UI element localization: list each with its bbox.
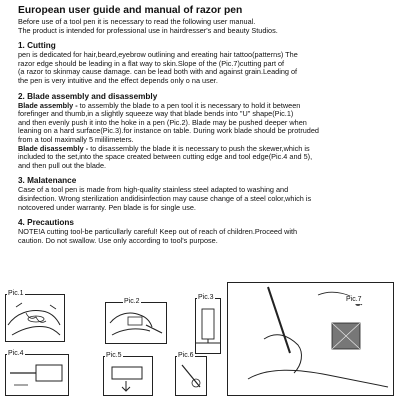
section-heading-maintenance: 3. Malatenance — [18, 176, 77, 186]
figure-pic6 — [175, 356, 207, 396]
figure-panel — [5, 278, 395, 398]
figure-label-pic1: Pic.1 — [8, 290, 24, 297]
body-line: caution. Do not swallow. Use only according to tool's purpose. — [18, 235, 218, 245]
body-line: leaning on a hard surface(Pic.3).for instance on table. During work blade should be protruded — [18, 126, 319, 136]
figure-label-pic7: Pic.7 — [346, 296, 362, 303]
pen-tip-detail-illustration — [176, 357, 206, 395]
body-line: from a tool maximally 5 mililimeters. — [18, 134, 134, 144]
body-line: forefinger and thumb,in a slightly squeeze way that blade bends into "U" shape(Pic.1) — [18, 109, 294, 119]
section-body-maintenance — [18, 186, 390, 212]
body-text: to disassembly the blade it is necessary to push the skewer,which is — [88, 143, 310, 153]
pushing-blade-into-pen-illustration — [106, 303, 166, 343]
figure-pic1 — [5, 294, 65, 342]
body-line: included to the set,into the space created between cutting edge and tool edge(Pic.4 and 5), — [18, 152, 313, 162]
intro-line: The product is intended for professional use in hairdresser's and beauty Studios. — [18, 25, 278, 35]
intro-line: Before use of a tool pen it is necessary to read the following user manual. — [18, 17, 256, 26]
body-line: and then pull out the blade. — [18, 160, 107, 170]
figure-label-pic5: Pic.5 — [106, 352, 122, 359]
body-line: notcovered under warranty. Pen blade is for single use. — [18, 202, 196, 212]
body-text: to assembly the blade to a pen tool it is necessary to hold it between — [77, 100, 301, 110]
section-body-precautions — [18, 228, 390, 245]
figure-pic5 — [103, 356, 153, 396]
body-line: disinfection. Wrong sterilization andidisinfection may cause change of a steel color,which is — [18, 193, 312, 203]
figure-pic3 — [195, 298, 221, 354]
body-line: and then evenly push it into the hoke in a pen (Pic.2). Blade may be pushed deeper when — [18, 117, 307, 127]
blade-disassembly-lead: Blade disassembly - — [18, 143, 89, 153]
section-body-cutting — [18, 51, 390, 85]
blade-pressed-on-table-illustration — [196, 299, 220, 353]
figure-label-pic3: Pic.3 — [198, 294, 214, 301]
body-line: NOTE!A cutting tool-be particullarly careful! Keep out of reach of children.Proceed with — [18, 227, 298, 237]
hand-squeezing-blade-illustration — [6, 295, 64, 341]
manual-page — [18, 5, 390, 245]
figure-label-pic6: Pic.6 — [178, 352, 194, 359]
blade-pull-out-illustration — [104, 357, 152, 395]
figure-pic7 — [227, 282, 394, 396]
document-title: European user guide and manual of razor pen — [18, 5, 243, 16]
figure-label-pic4: Pic.4 — [8, 350, 24, 357]
section-heading-cutting: 1. Cutting — [18, 41, 56, 51]
section-heading-precautions: 4. Precautions — [18, 218, 74, 228]
section-body-blade — [18, 102, 390, 171]
body-line: Case of a tool pen is made from high-quality stainless steel adapted to washing and — [18, 185, 289, 195]
blade-assembly-lead: Blade assembly - — [18, 100, 78, 110]
intro-paragraph — [18, 18, 390, 35]
skewer-insert-illustration — [6, 355, 68, 395]
figure-label-pic2: Pic.2 — [124, 298, 140, 305]
body-line: pen is dedicated for hair,beard,eyebrow outlining and ereating hair tattoo(patterns) The — [18, 50, 298, 60]
body-line: (a razor to skinmay cause damage. can be lead both with and against grain.Leading of — [18, 67, 298, 77]
pen-cutting-on-skin-illustration — [228, 283, 393, 395]
figure-pic2 — [105, 302, 167, 344]
body-line: razor edge should be leading in a flat way to skin.Slope of the (Pic.7)cutting part of — [18, 58, 285, 68]
section-heading-blade: 2. Blade assembly and disassembly — [18, 91, 158, 101]
figure-pic4 — [5, 354, 69, 396]
body-line: the pen is very intuitive and the effect depends only o na user. — [18, 75, 218, 85]
